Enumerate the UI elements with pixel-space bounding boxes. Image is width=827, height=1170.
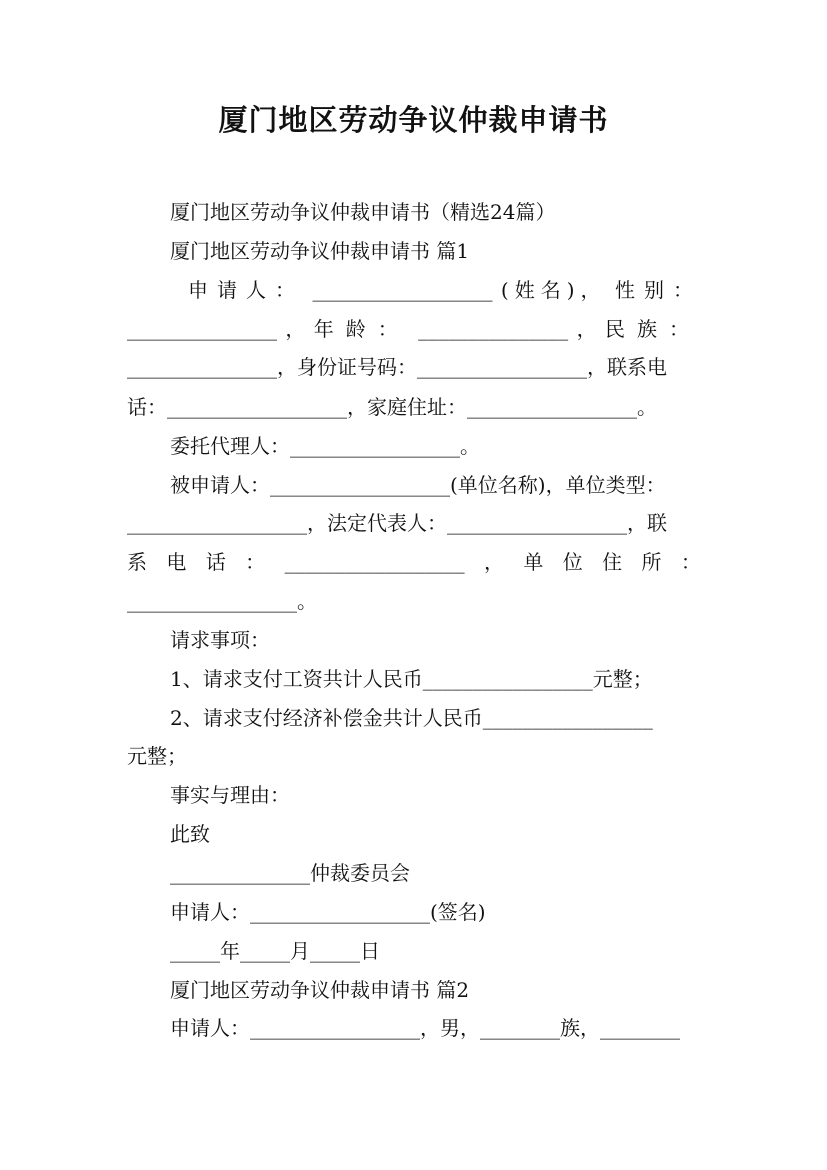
- section-heading-2: 厦门地区劳动争议仲裁申请书 篇2: [170, 978, 470, 1002]
- claim-item-2-cont: 元整；: [127, 744, 187, 768]
- salutation: 此致: [170, 822, 210, 846]
- char: 系: [127, 550, 147, 574]
- claims-heading: 请求事项：: [170, 628, 270, 652]
- comma: ，: [576, 317, 597, 341]
- applicant-line: [188, 276, 702, 304]
- respondent-line: 被申请人：__________________(单位名称)，单位类型：: [170, 473, 666, 497]
- signature-line: 申请人：__________________(签名): [170, 900, 486, 924]
- phone-blank: __________________: [284, 550, 465, 574]
- age-blank: _______________: [418, 317, 569, 341]
- agent-line: 委托代理人：_________________。: [170, 434, 480, 458]
- age-line: [127, 315, 701, 343]
- subtitle-line: 厦门地区劳动争议仲裁申请书（精选24篇）: [170, 200, 556, 224]
- char: ：: [245, 550, 266, 574]
- claim-item-1: 1、请求支付工资共计人民币_________________元整；: [170, 667, 653, 691]
- gender-blank: _______________: [127, 317, 277, 341]
- char: 住: [602, 550, 623, 574]
- legal-rep-line: __________________，法定代表人：__________________，联: [127, 511, 667, 535]
- residence-blank-line: _________________。: [127, 589, 317, 613]
- char: 位: [562, 550, 583, 574]
- section-heading-1: 厦门地区劳动争议仲裁申请书 篇1: [170, 239, 470, 263]
- id-line: _______________，身份证号码：_________________，联系电: [127, 355, 667, 379]
- char: ：: [680, 550, 701, 574]
- char: 单: [523, 550, 544, 574]
- page-title: 厦门地区劳动争议仲裁申请书: [218, 103, 609, 137]
- applicant-label: 申请人：: [188, 278, 304, 302]
- gender-label: 性别：: [614, 278, 702, 302]
- char: 话: [205, 550, 226, 574]
- char: 所: [641, 550, 662, 574]
- facts-heading: 事实与理由：: [170, 783, 290, 807]
- respondent-contact-line: [127, 548, 701, 576]
- address-line: 话：__________________，家庭住址：_________________。: [127, 395, 657, 419]
- char: 电: [166, 550, 187, 574]
- date-line: _____年_____月_____日: [170, 939, 380, 963]
- claim-item-2: 2、请求支付经济补偿金共计人民币_________________: [170, 706, 653, 730]
- applicant-name-blank: __________________: [312, 278, 493, 302]
- comma: ，: [285, 317, 306, 341]
- age-label: 年龄：: [313, 317, 410, 341]
- name-note: (姓名)，: [500, 278, 607, 302]
- char: ，: [483, 550, 504, 574]
- committee-line: ______________仲裁委员会: [170, 861, 410, 885]
- ethnicity-label: 民族：: [604, 317, 701, 341]
- applicant-line-2: 申请人：_________________，男，________族，________: [170, 1016, 680, 1040]
